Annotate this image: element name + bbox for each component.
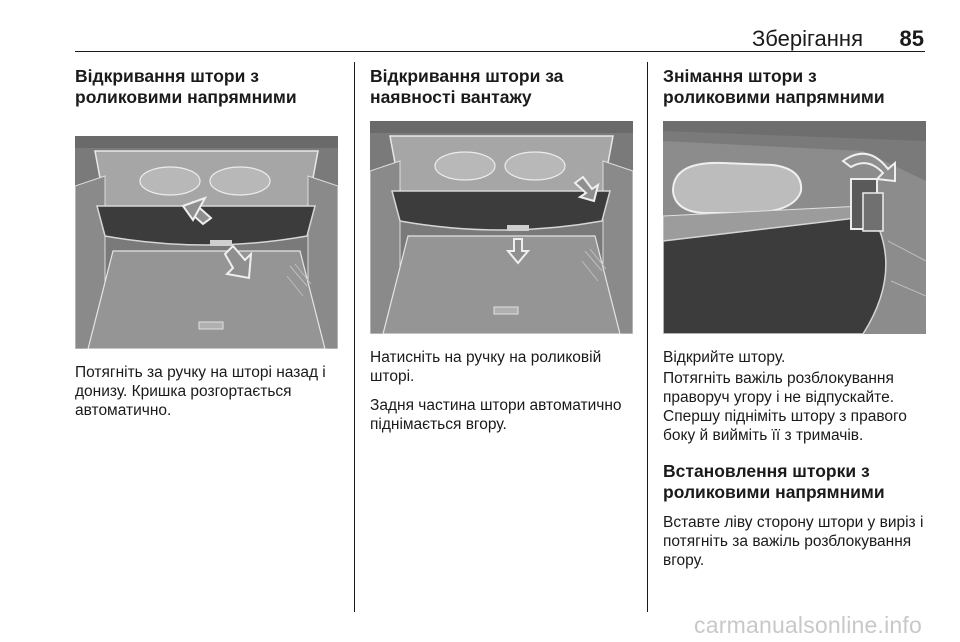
section-heading: Відкривання штори з роликовими напрямними bbox=[75, 66, 297, 107]
section-heading: Відкривання штори за наявності вантажу bbox=[370, 66, 564, 107]
page-number: 85 bbox=[899, 26, 924, 51]
page-header-title: Зберігання bbox=[752, 26, 863, 51]
watermark: carmanualsonline.info bbox=[694, 612, 922, 638]
cover-open-illustration bbox=[75, 136, 338, 349]
column-divider-1 bbox=[354, 62, 355, 612]
instruction-text: Відкрийте штору. bbox=[663, 349, 786, 366]
section-heading: Знімання штори з роликовими напрямними bbox=[663, 66, 885, 107]
instruction-text: Натисніть на ручку на роликовій шторі. bbox=[370, 349, 602, 385]
column-open-cover bbox=[75, 66, 340, 420]
subsection-heading: Встановлення шторки з роликовими напрямними bbox=[663, 461, 885, 502]
instruction-text: Вставте ліву сторону штори у виріз і потягніть за важіль розблокування вгору. bbox=[663, 514, 924, 569]
header-rule bbox=[75, 51, 925, 52]
instruction-text: Потягніть за ручку на шторі назад і донизу. Кришка розгортається автоматично. bbox=[75, 364, 326, 419]
column-open-with-load bbox=[370, 66, 635, 434]
cover-load-illustration bbox=[370, 121, 633, 334]
column-divider-2 bbox=[647, 62, 648, 612]
instruction-text: Задня частина штори автоматично піднімається вгору. bbox=[370, 397, 622, 433]
cover-removal-illustration bbox=[663, 121, 926, 334]
instruction-text: Потягніть важіль розблокування праворуч угору і не відпускайте. Спершу підніміть штору з правого боку й вийміть її з тримачів. bbox=[663, 370, 907, 444]
column-remove-cover bbox=[663, 66, 928, 570]
